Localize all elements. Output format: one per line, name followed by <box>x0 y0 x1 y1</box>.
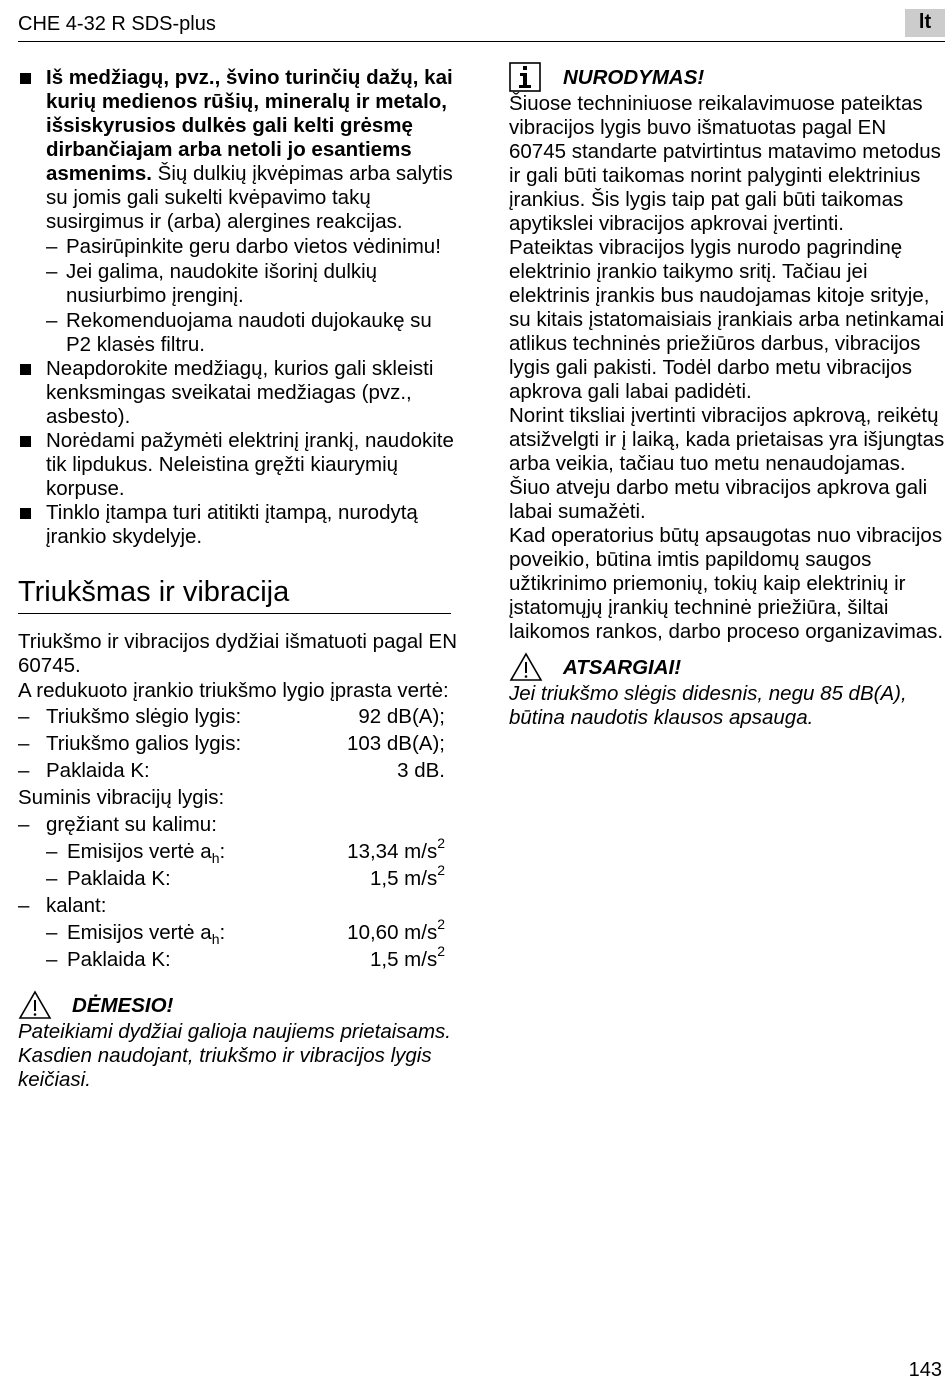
info-icon <box>509 62 541 92</box>
page-number: 143 <box>908 1359 942 1381</box>
spec-label: Emisijos vertė $a_h$: <box>67 921 226 948</box>
noise-row <box>18 757 445 784</box>
spec-value: 13,34 $m/s^2$ <box>347 835 445 863</box>
document-title: CHE 4-32 R SDS-plus <box>18 13 216 35</box>
vibration-title <box>18 784 445 811</box>
bullet-bold-text: Iš medžiagų, pvz., švino turinčių dažų, kai kurių medienos rūšių, mineralų ir metalo, išsiskyrusios dulkės gali kelti grėsmę dirbančiajam arba netoli jo esantiems asmenims. <box>46 66 453 185</box>
vibration-row <box>18 943 445 973</box>
mode-label: kalant: <box>46 894 107 917</box>
warning-triangle-icon <box>18 990 52 1020</box>
bullet-text: Neapdorokite medžiagų, kurios gali skleisti kenksmingas sveikatai medžiagas (pvz., asbesto). <box>46 357 434 428</box>
spec-label: Paklaida K: <box>67 867 171 890</box>
spec-value: 1,5 $m/s^2$ <box>369 943 445 971</box>
vibration-row <box>18 835 445 867</box>
dash-icon: – <box>18 705 30 728</box>
caution-heading <box>509 652 945 682</box>
vibration-title-text: Suminis vibracijų lygis: <box>18 786 225 809</box>
vibration-row <box>18 862 445 892</box>
note-paragraph: Šiuose techniniuose reikalavimuose pateiktas vibracijos lygis buvo išmatuotas pagal EN 60745 standarte patvirtintus matavimo metodus ir gali būti taikomas norint palyginti elektrinius įrankius. Šis lygis taip pat gali būti taikomas apytikslei vibracijos apkrovai įvertinti. <box>509 92 941 235</box>
dash-text: Rekomenduojama naudoti dujokaukę su P2 klasės filtru. <box>66 309 432 356</box>
spec-value: 1,5 $m/s^2$ <box>369 862 445 890</box>
page-header <box>18 10 945 42</box>
left-column <box>18 66 458 1092</box>
dash-icon: – <box>46 235 58 258</box>
note-paragraph: Pateiktas vibracijos lygis nurodo pagrindinę elektrinio įrankio taikymo sritį. Tačiau jei elektrinis įrankis bus naudojamas kitoje srityje, su kitais įstatomaisiais įrankiais arba netinkamai atlikus techninės priežiūros darbus, vibracijos lygis gali pakisti. Todėl darbo metu vibracijos apkrova gali labai padidėti. <box>509 236 945 403</box>
caution-text: Jei triukšmo slėgis didesnis, negu 85 dB(A), būtina naudotis klausos apsauga. <box>509 682 907 729</box>
square-bullet-icon <box>20 508 31 519</box>
dash-text: Jei galima, naudokite išorinį dulkių nusiurbimo įrenginį. <box>66 260 378 307</box>
attention-label: DĖMESIO! <box>72 994 174 1017</box>
note-heading <box>509 62 945 92</box>
spec-value: 92 dB(A); <box>358 705 445 728</box>
spec-value: 3 dB. <box>397 759 445 782</box>
bullet-item <box>18 357 458 429</box>
bullet-item <box>18 66 458 234</box>
dash-icon: – <box>18 732 30 755</box>
note-label: NURODYMAS! <box>563 66 705 89</box>
bullet-text: Tinklo įtampa turi atitikti įtampą, nurodytą įrankio skydelyje. <box>46 501 418 548</box>
vibration-mode-row <box>18 811 445 838</box>
dash-item <box>18 235 458 259</box>
square-bullet-icon <box>20 364 31 375</box>
dash-icon: – <box>18 813 30 836</box>
noise-row <box>18 703 445 730</box>
spec-label: Paklaida K: <box>46 759 150 782</box>
dash-icon: – <box>46 260 58 283</box>
caution-label: ATSARGIAI! <box>563 656 682 679</box>
bullet-text: Norėdami pažymėti elektrinį įrankį, naudokite tik lipdukus. Neleistina gręžti kiaurymių korpuse. <box>46 429 454 500</box>
square-bullet-icon <box>20 436 31 447</box>
square-bullet-icon <box>20 73 31 84</box>
dash-icon: – <box>18 759 30 782</box>
warning-triangle-icon <box>509 652 543 682</box>
intro-paragraph: Triukšmo ir vibracijos dydžiai išmatuoti pagal EN 60745. <box>18 630 457 677</box>
right-column <box>509 66 945 730</box>
note-paragraph: Norint tiksliai įvertinti vibracijos apkrovą, reikėtų atsižvelgti ir į laiką, kada prietaisas yra išjungtas arba veikia, tačiau tuo metu nenaudojamas. Šiuo atveju darbo metu vibracijos apkrova gali labai sumažėti. <box>509 404 945 523</box>
bullet-item <box>18 501 458 549</box>
spec-label: Paklaida K: <box>67 948 171 971</box>
spec-label: Triukšmo galios lygis: <box>46 732 242 755</box>
dash-icon: – <box>46 867 58 890</box>
dash-icon: – <box>46 921 58 944</box>
bullet-text: Šių dulkių įkvėpimas arba salytis su jomis gali sukelti kvėpavimo takų susirgimus ir (arba) alergines reakcijas. <box>46 162 453 233</box>
spec-label: Triukšmo slėgio lygis: <box>46 705 242 728</box>
attention-heading <box>18 990 458 1020</box>
bullet-item <box>18 429 458 501</box>
dash-icon: – <box>46 840 58 863</box>
spec-value: 10,60 $m/s^2$ <box>347 916 445 944</box>
intro-paragraph: A redukuoto įrankio triukšmo lygio įprasta vertė: <box>18 679 449 702</box>
noise-row <box>18 730 445 757</box>
dash-icon: – <box>46 309 58 332</box>
note-paragraph: Kad operatorius būtų apsaugotas nuo vibracijos poveikio, būtina imtis papildomų saugos užtikrinimo priemonių, tokių kaip elektrinių ir įstatomųjų įrankių techninė priežiūra, šiltai laikomos rankos, darbo proceso organizavimas. <box>509 524 944 643</box>
vibration-mode-row <box>18 892 445 919</box>
language-badge: lt <box>905 9 945 37</box>
dash-text: Pasirūpinkite geru darbo vietos vėdinimu! <box>66 235 441 258</box>
mode-label: gręžiant su kalimu: <box>46 813 217 836</box>
dash-icon: – <box>46 948 58 971</box>
dash-item <box>18 309 458 357</box>
spec-label: Emisijos vertė $a_h$: <box>67 840 226 867</box>
section-heading: Triukšmas ir vibracija <box>18 576 451 614</box>
dash-icon: – <box>18 894 30 917</box>
spec-value: 103 dB(A); <box>347 732 445 755</box>
vibration-row <box>18 916 445 948</box>
dash-item <box>18 260 458 308</box>
attention-text: Pateikiami dydžiai galioja naujiems prietaisams. Kasdien naudojant, triukšmo ir vibracijos lygis keičiasi. <box>18 1020 451 1091</box>
